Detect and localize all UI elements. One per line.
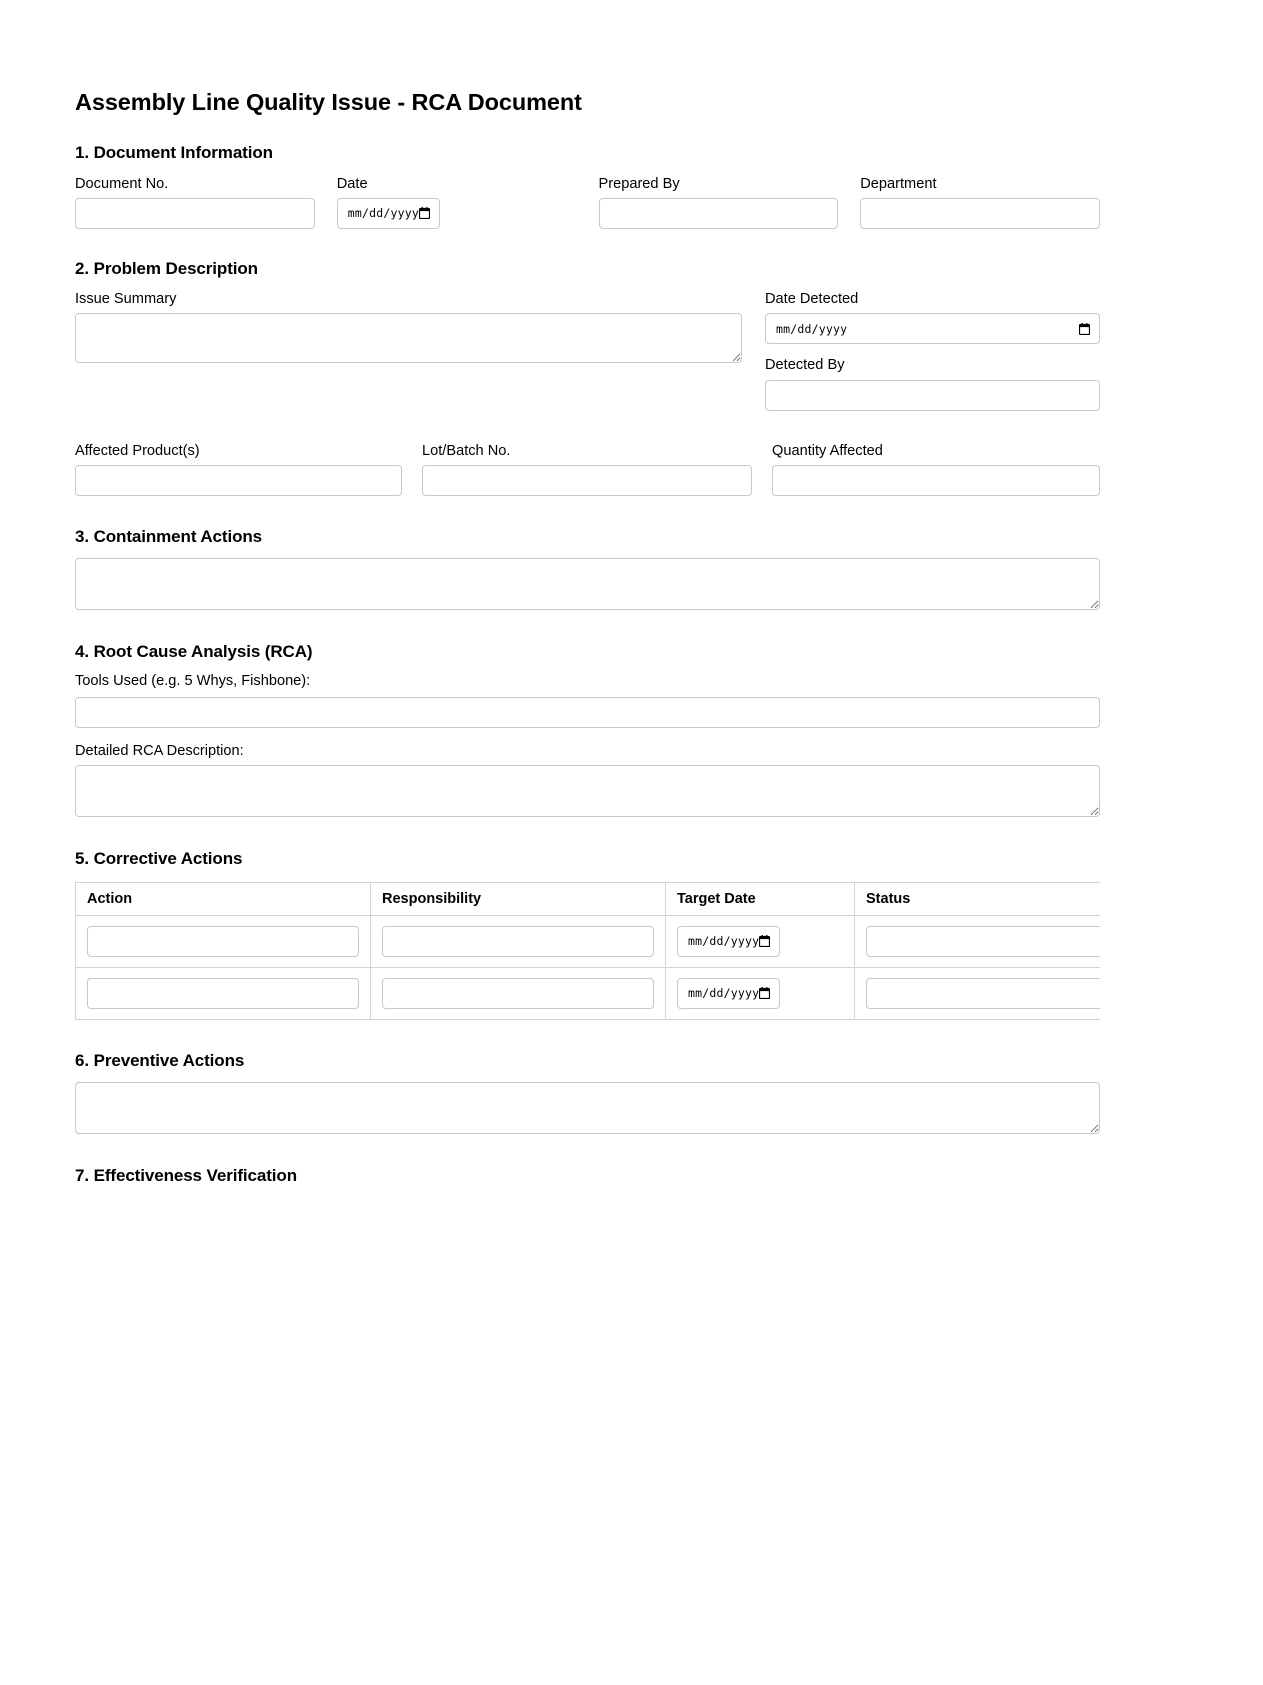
field-issue-summary [75, 290, 742, 410]
cell-status [855, 915, 1101, 967]
section-effectiveness-verification [75, 1166, 1100, 1186]
column-header-status: Status [855, 882, 1101, 915]
affected-items-row [75, 442, 1100, 496]
quantity-affected-input[interactable] [772, 465, 1100, 496]
status-input-row1[interactable] [866, 926, 1100, 957]
field-department [860, 175, 1100, 229]
section-corrective-actions [75, 849, 1100, 1019]
calendar-icon[interactable] [1079, 323, 1090, 335]
label-quantity-affected: Quantity Affected [772, 442, 883, 459]
column-header-responsibility: Responsibility [371, 882, 666, 915]
status-input-row2[interactable] [866, 978, 1100, 1009]
cell-status [855, 967, 1101, 1019]
section-document-information [75, 143, 1100, 229]
target-date-placeholder: mm/dd/yyyy [688, 934, 760, 949]
section-heading-5: 5. Corrective Actions [75, 849, 243, 869]
field-document-no [75, 175, 315, 229]
field-affected-products [75, 442, 402, 496]
calendar-icon[interactable] [759, 987, 770, 999]
table-header-row [76, 882, 1101, 915]
problem-description-row [75, 290, 1100, 410]
calendar-icon[interactable] [419, 207, 430, 219]
document-content [75, 60, 1100, 1292]
target-date-placeholder: mm/dd/yyyy [688, 986, 760, 1001]
cell-action [76, 967, 371, 1019]
section-heading-3: 3. Containment Actions [75, 526, 263, 546]
label-tools-used: Tools Used (e.g. 5 Whys, Fishbone): [75, 672, 311, 689]
field-date [337, 175, 577, 229]
date-detected-input[interactable] [765, 313, 1100, 344]
label-prepared-by: Prepared By [598, 175, 680, 192]
target-date-input-row1[interactable] [677, 926, 780, 957]
label-detected-by: Detected By [765, 357, 845, 374]
label-date-detected: Date Detected [765, 291, 859, 308]
label-date: Date [336, 175, 368, 192]
calendar-icon[interactable] [759, 935, 770, 947]
department-input[interactable] [860, 198, 1100, 229]
column-header-action: Action [76, 882, 371, 915]
field-prepared-by [599, 175, 839, 229]
section-heading-2: 2. Problem Description [75, 258, 258, 278]
section-heading-4: 4. Root Cause Analysis (RCA) [75, 642, 313, 662]
detailed-rca-textarea[interactable] [75, 765, 1100, 817]
section-root-cause-analysis [75, 642, 1100, 817]
cell-responsibility [371, 967, 666, 1019]
label-detailed-rca: Detailed RCA Description: [75, 742, 244, 759]
section-preventive-actions [75, 1051, 1100, 1134]
section-heading-7: 7. Effectiveness Verification [75, 1165, 297, 1185]
label-lot-batch-no: Lot/Batch No. [422, 442, 511, 459]
affected-products-input[interactable] [75, 465, 402, 496]
document-information-row [75, 175, 1100, 229]
field-detected-by [765, 356, 1100, 410]
preventive-actions-textarea[interactable] [75, 1082, 1100, 1134]
action-input-row1[interactable] [87, 926, 359, 957]
document-no-input[interactable] [75, 198, 315, 229]
cell-target-date [666, 915, 855, 967]
page-title: Assembly Line Quality Issue - RCA Document [75, 89, 582, 115]
field-lot-batch-no [422, 442, 752, 496]
section-heading-1: 1. Document Information [75, 143, 273, 163]
date-placeholder: mm/dd/yyyy [347, 206, 419, 221]
corrective-actions-table [75, 882, 1100, 1020]
section-problem-description [75, 259, 1100, 496]
lot-batch-no-input[interactable] [422, 465, 752, 496]
responsibility-input-row2[interactable] [382, 978, 654, 1009]
label-department: Department [860, 175, 937, 192]
responsibility-input-row1[interactable] [382, 926, 654, 957]
column-header-target-date: Target Date [666, 882, 855, 915]
label-document-no: Document No. [75, 175, 169, 192]
label-issue-summary: Issue Summary [75, 291, 177, 308]
tools-used-input[interactable] [75, 697, 1100, 728]
issue-summary-textarea[interactable] [75, 313, 742, 363]
section-containment-actions [75, 527, 1100, 610]
field-quantity-affected [772, 442, 1100, 496]
detected-by-input[interactable] [765, 380, 1100, 411]
cell-action [76, 915, 371, 967]
containment-actions-textarea[interactable] [75, 558, 1100, 610]
field-date-detected [765, 290, 1100, 344]
date-input[interactable] [337, 198, 440, 229]
detection-fields [765, 290, 1100, 410]
section-heading-6: 6. Preventive Actions [75, 1050, 245, 1070]
cell-target-date [666, 967, 855, 1019]
table-row [76, 915, 1101, 967]
label-affected-products: Affected Product(s) [75, 442, 200, 459]
table-row [76, 967, 1101, 1019]
date-detected-placeholder: mm/dd/yyyy [776, 321, 848, 336]
target-date-input-row2[interactable] [677, 978, 780, 1009]
action-input-row2[interactable] [87, 978, 359, 1009]
prepared-by-input[interactable] [599, 198, 839, 229]
cell-responsibility [371, 915, 666, 967]
